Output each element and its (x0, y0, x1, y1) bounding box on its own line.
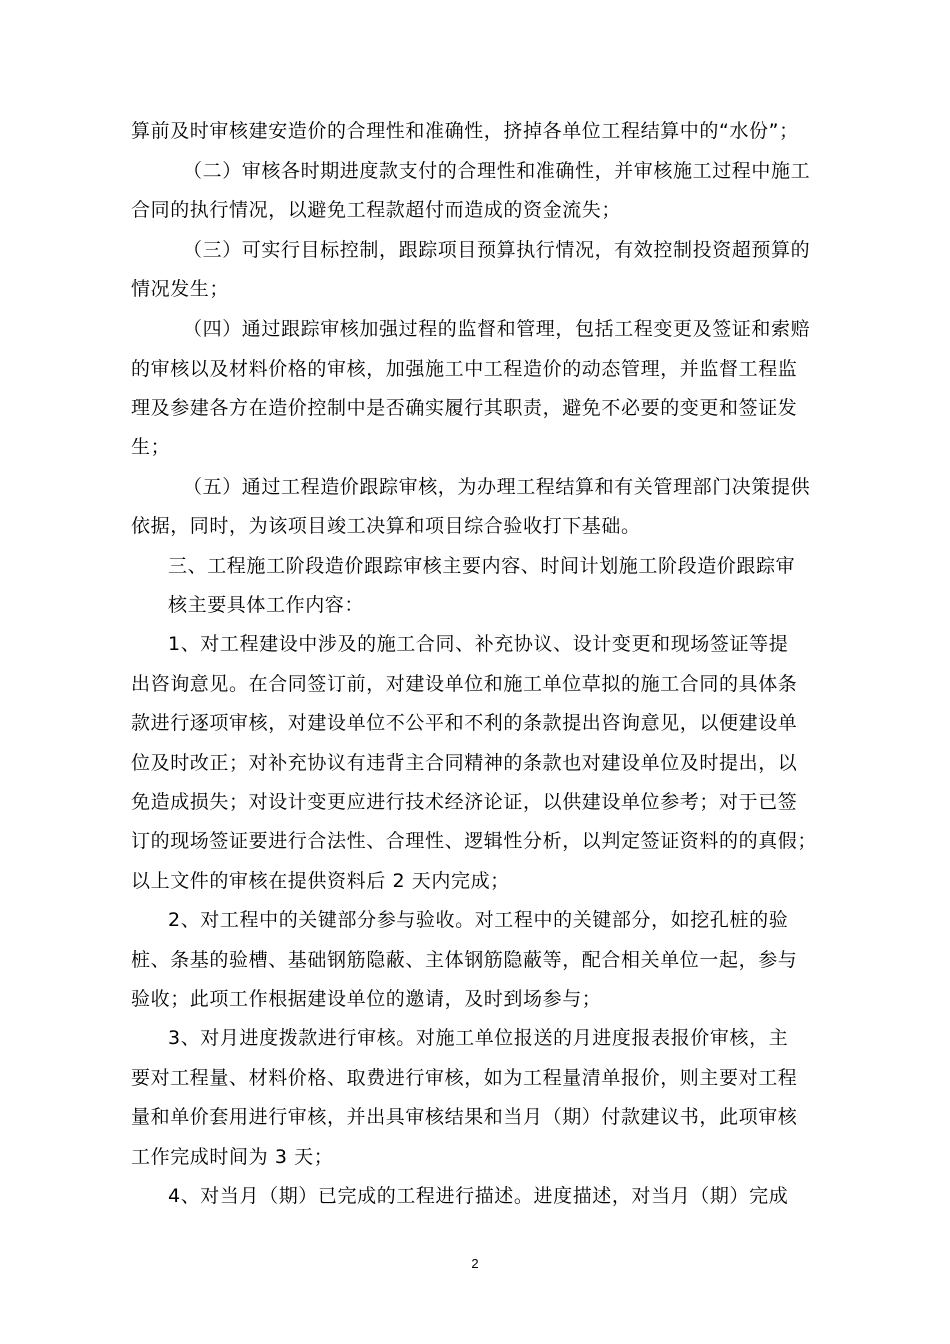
text-line: 要对工程量、材料价格、取费进行审核，如为工程量清单报价，则主要对工程 (131, 1067, 798, 1089)
text-line: 算前及时审核建安造价的合理性和准确性，挤掉各单位工程结算中的“水份”； (131, 120, 799, 142)
text-line: （三）可实行目标控制，跟踪项目预算执行情况，有效控制投资超预算的 (183, 239, 811, 261)
text-line: 款进行逐项审核，对建设单位不公平和不利的条款提出咨询意见，以便建设单 (131, 712, 798, 734)
text-line: 量和单价套用进行审核，并出具审核结果和当月（期）付款建议书，此项审核 (131, 1106, 798, 1128)
text-line: 验收；此项工作根据建设单位的邀请，及时到场参与； (131, 988, 602, 1010)
text-line: 位及时改正；对补充协议有违背主合同精神的条款也对建设单位及时提出，以 (131, 752, 798, 774)
text-line: 核主要具体工作内容： (168, 594, 365, 616)
text-line: 依据，同时，为该项目竣工决算和项目综合验收打下基础。 (131, 515, 641, 537)
text-line: （五）通过工程造价跟踪审核，为办理工程结算和有关管理部门决策提供 (183, 476, 811, 498)
text-line: （四）通过跟踪审核加强过程的监督和管理，包括工程变更及签证和索赔 (183, 318, 811, 340)
text-line: 情况发生； (131, 278, 230, 300)
text-line: 的审核以及材料价格的审核，加强施工中工程造价的动态管理，并监督工程监 (131, 358, 798, 380)
text-line: 工作完成时间为 3 天； (131, 1146, 334, 1168)
text-line: 免造成损失；对设计变更应进行技术经济论证，以供建设单位参考；对于已签 (131, 791, 798, 813)
text-line: 2、对工程中的关键部分参与验收。对工程中的关键部分，如挖孔桩的验 (168, 909, 789, 931)
text-line: 生； (131, 436, 171, 458)
text-line: 出咨询意见。在合同签订前，对建设单位和施工单位草拟的施工合同的具体条 (131, 673, 798, 695)
text-line: 3、对月进度拨款进行审核。对施工单位报送的月进度报表报价审核，主 (168, 1027, 789, 1049)
text-line: 以上文件的审核在提供资料后 2 天内完成； (131, 870, 510, 892)
page-number: 2 (471, 1256, 479, 1271)
text-line: 合同的执行情况，以避免工程款超付而造成的资金流失； (131, 199, 622, 221)
text-line: （二）审核各时期进度款支付的合理性和准确性，并审核施工过程中施工 (183, 160, 811, 182)
text-line: 订的现场签证要进行合法性、合理性、逻辑性分析，以判定签证资料的的真假； (131, 830, 818, 852)
text-line: 理及参建各方在造价控制中是否确实履行其职责，避免不必要的变更和签证发 (131, 397, 798, 419)
text-line: 三、工程施工阶段造价跟踪审核主要内容、时间计划施工阶段造价跟踪审 (168, 555, 796, 577)
text-line: 桩、条基的验槽、基础钢筋隐蔽、主体钢筋隐蔽等，配合相关单位一起，参与 (131, 949, 798, 971)
text-line: 1、对工程建设中涉及的施工合同、补充协议、设计变更和现场签证等提 (168, 633, 789, 655)
text-line: 4、对当月（期）已完成的工程进行描述。进度描述，对当月（期）完成 (168, 1185, 789, 1207)
